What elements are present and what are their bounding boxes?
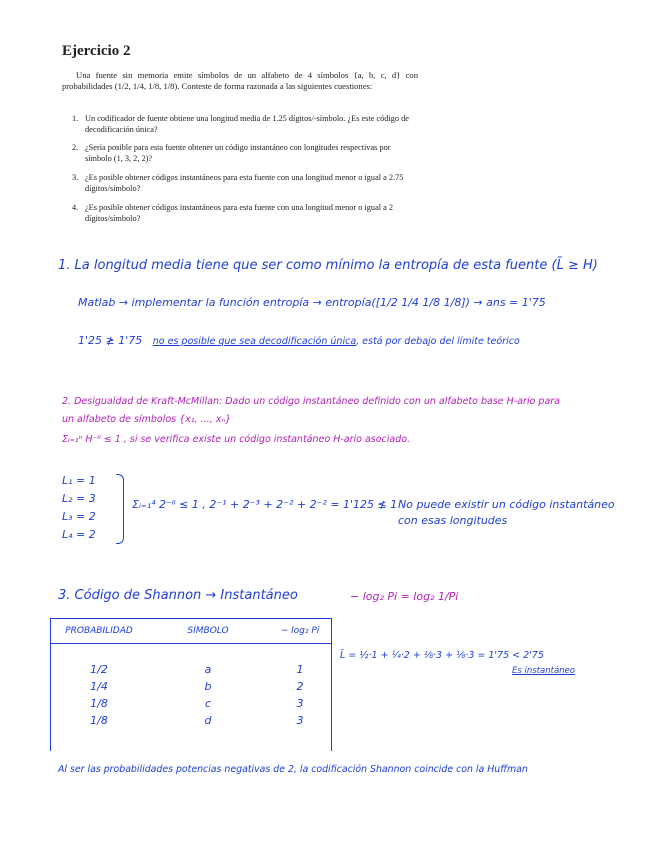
answer1-line1: 1. La longitud media tiene que ser como mínimo la entropía de esta fuente (L̄ ≥ H) <box>58 258 598 273</box>
answer1-line3 <box>78 334 520 347</box>
lengths-bracket <box>116 474 124 544</box>
exercise-intro-text: Una fuente sin memoria emite símbolos de un alfabeto de 4 símbolos {a, b, c, d} con probabilidades (1/2, 1/4, 1/8, 1/8). Conteste de forma razonada a las siguientes cuestiones: <box>62 70 418 91</box>
answer2-kraft-inequality: Σᵢ₌₁ⁿ H⁻ˡⁱ ≤ 1 , si se verifica existe un código instantáneo H-ario asociado. <box>62 434 411 445</box>
answer2-length-3: L₃ = 2 <box>62 510 96 523</box>
question-3-text: ¿Es posible obtener códigos instantáneos para esta fuente con una longitud menor o igual a 2.75 dígitos/símbolo? <box>85 173 404 193</box>
cell-symbol: b <box>204 680 212 693</box>
answer2-line1: 2. Desigualdad de Kraft-McMillan: Dado un código instantáneo definido con un alfabeto base H-ario para <box>62 396 560 407</box>
cell-prob: 1/4 <box>51 678 148 695</box>
cell-length: 2 <box>269 678 332 695</box>
header-probabilidad: PROBABILIDAD <box>51 619 148 644</box>
question-4 <box>72 203 418 224</box>
question-1 <box>72 114 418 135</box>
table-row <box>51 712 332 729</box>
question-4-text: ¿Es posible obtener códigos instantáneos para esta fuente con una longitud menor o igual a 2 dígitos/símbolo? <box>85 203 394 223</box>
answer2-conclusion-line2: con esas longitudes <box>398 514 508 527</box>
answer3-formula: − log₂ Pi = log₂ 1/Pi <box>350 590 459 603</box>
table-row <box>51 695 332 712</box>
table-row <box>51 678 332 695</box>
answer3-footer: Al ser las probabilidades potencias negativas de 2, la codificación Shannon coincide con la Huffman <box>58 764 528 775</box>
answer2-length-2: L₂ = 3 <box>62 492 96 505</box>
answer1-line2: Matlab → implementar la función entropía → entropía([1/2 1/4 1/8 1/8]) → ans = 1'75 <box>78 296 546 309</box>
question-2 <box>72 143 418 164</box>
question-3-number: 3. <box>72 173 79 182</box>
cell-prob: 1/8 <box>51 695 148 712</box>
question-4-number: 4. <box>72 203 79 212</box>
answer1-note: no es posible que sea decodificación única <box>152 336 357 347</box>
question-1-number: 1. <box>72 114 79 123</box>
shannon-table <box>50 618 332 751</box>
question-1-text: Un codificador de fuente obtiene una longitud media de 1.25 dígitos/-símbolo. ¿Es este código de decodificación única? <box>85 114 409 134</box>
answer1-inequality: 1'25 ≱ 1'75 <box>78 334 143 347</box>
question-2-number: 2. <box>72 143 79 152</box>
cell-prob: 1/2 <box>51 661 148 678</box>
exercise-title: Ejercicio 2 <box>62 43 131 59</box>
answer2-conclusion-line1: No puede existir un código instantáneo <box>398 498 615 511</box>
table-row <box>51 661 332 678</box>
answer1-rest: , está por debajo del límite teórico <box>356 336 520 347</box>
cell-length: 1 <box>269 661 332 678</box>
table-header-row <box>51 619 332 644</box>
answer3-instantaneous-note: Es instantáneo <box>512 666 575 676</box>
header-simbolo: SÍMBOLO <box>147 619 269 644</box>
answer2-length-4: L₄ = 2 <box>62 528 96 541</box>
cell-symbol: c <box>204 697 212 710</box>
question-2-text: ¿Sería posible para esta fuente obtener un código instantáneo con longitudes respectivas por símbolo (1, 3, 2, 2)? <box>85 143 391 163</box>
answer3-heading: 3. Código de Shannon → Instantáneo <box>58 588 298 603</box>
cell-length: 3 <box>269 695 332 712</box>
answer2-line2: un alfabeto de símbolos {x₁, ..., xₙ} <box>62 414 232 425</box>
cell-prob: 1/8 <box>51 712 148 729</box>
answer2-length-1: L₁ = 1 <box>62 474 96 487</box>
cell-symbol: d <box>204 714 212 727</box>
answer3-average-length: L̄ = ½·1 + ¼·2 + ⅛·3 + ⅛·3 = 1'75 < 2'75 <box>340 650 544 661</box>
cell-symbol: a <box>204 663 212 676</box>
header-log: − log₂ Pi <box>269 619 332 644</box>
cell-length: 3 <box>269 712 332 729</box>
answer2-kraft-check: Σᵢ₌₁⁴ 2⁻ˡⁱ ≤ 1 , 2⁻¹ + 2⁻³ + 2⁻² + 2⁻² = 1'125 ≰ 1 <box>132 498 398 511</box>
exercise-intro <box>62 70 418 92</box>
question-3 <box>72 173 418 194</box>
